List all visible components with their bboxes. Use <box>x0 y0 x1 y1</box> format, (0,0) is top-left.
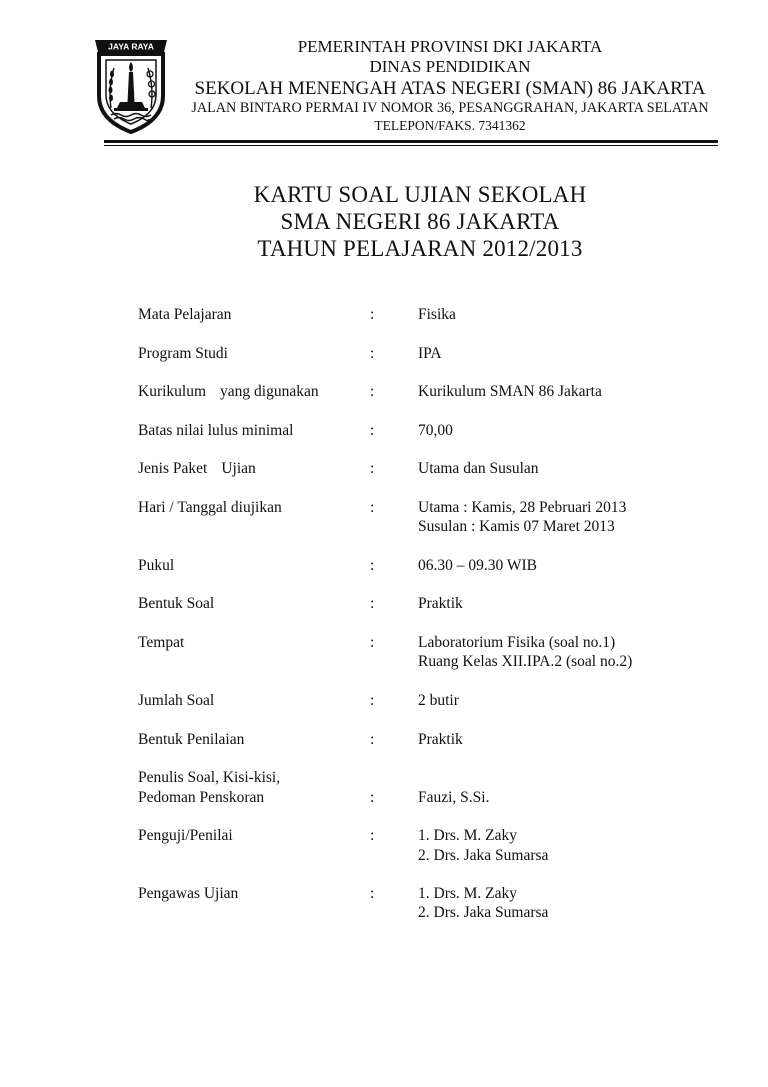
colon-penulis-soal: : <box>370 789 375 806</box>
label-pengawas: Pengawas Ujian <box>138 885 239 902</box>
value-jenis-paket: Utama dan Susulan <box>418 460 539 477</box>
colon-jumlah-soal: : <box>370 692 375 709</box>
label-mata-pelajaran: Mata Pelajaran <box>138 306 232 323</box>
letterhead-government: PEMERINTAH PROVINSI DKI JAKARTA <box>297 37 603 56</box>
emblem-banner-text: JAYA RAYA <box>108 41 154 52</box>
label-penulis-soal-2: Pedoman Penskoran <box>138 789 265 806</box>
colon-penguji: : <box>370 827 375 844</box>
letterhead-phone: TELEPON/FAKS. 7341362 <box>374 118 526 133</box>
label-kurikulum-a: Kurikulum <box>138 383 207 400</box>
label-batas-nilai: Batas nilai lulus minimal <box>138 422 294 439</box>
value-pengawas-2: 2. Drs. Jaka Sumarsa <box>418 904 549 921</box>
value-penulis-soal: Fauzi, S.Si. <box>418 789 490 806</box>
label-jenis-paket-a: Jenis Paket <box>138 460 208 477</box>
colon-jenis-paket: : <box>370 460 375 477</box>
value-pengawas-1: 1. Drs. M. Zaky <box>418 885 518 902</box>
colon-pukul: : <box>370 557 375 574</box>
value-bentuk-soal: Praktik <box>418 595 463 612</box>
value-pukul: 06.30 – 09.30 WIB <box>418 557 537 574</box>
label-penulis-soal-1: Penulis Soal, Kisi-kisi, <box>138 769 281 786</box>
value-bentuk-penilaian: Praktik <box>418 731 463 748</box>
label-pukul: Pukul <box>138 557 175 574</box>
label-penguji: Penguji/Penilai <box>138 827 233 844</box>
letterhead-school: SEKOLAH MENENGAH ATAS NEGERI (SMAN) 86 JAKARTA <box>194 78 706 99</box>
document-title: KARTU SOAL UJIAN SEKOLAH <box>253 182 587 207</box>
colon-tempat: : <box>370 634 375 651</box>
value-hari-tanggal-susulan: Susulan : Kamis 07 Maret 2013 <box>418 518 615 535</box>
colon-bentuk-penilaian: : <box>370 731 375 748</box>
letterhead-address: JALAN BINTARO PERMAI IV NOMOR 36, PESANGGRAHAN, JAKARTA SELATAN <box>191 100 709 116</box>
value-mata-pelajaran: Fisika <box>418 306 456 323</box>
label-kurikulum-b: yang digunakan <box>220 383 319 400</box>
label-program-studi: Program Studi <box>138 345 228 362</box>
value-jumlah-soal: 2 butir <box>418 692 459 709</box>
colon-bentuk-soal: : <box>370 595 375 612</box>
letterhead-divider-thin <box>104 145 718 146</box>
value-batas-nilai: 70,00 <box>418 422 453 439</box>
label-bentuk-soal: Bentuk Soal <box>138 595 215 612</box>
letterhead-divider-thick <box>104 140 718 143</box>
value-tempat-2: Ruang Kelas XII.IPA.2 (soal no.2) <box>418 653 633 670</box>
label-bentuk-penilaian: Bentuk Penilaian <box>138 731 245 748</box>
label-jenis-paket <box>138 459 256 479</box>
colon-hari-tanggal: : <box>370 499 375 516</box>
colon-kurikulum: : <box>370 383 375 400</box>
label-jenis-paket-b: Ujian <box>221 460 256 477</box>
label-jumlah-soal: Jumlah Soal <box>138 692 215 709</box>
value-program-studi: IPA <box>418 345 442 362</box>
label-hari-tanggal: Hari / Tanggal diujikan <box>138 499 282 516</box>
label-tempat: Tempat <box>138 634 185 651</box>
colon-batas-nilai: : <box>370 422 375 439</box>
document-school-name: SMA NEGERI 86 JAKARTA <box>280 209 560 234</box>
value-kurikulum: Kurikulum SMAN 86 Jakarta <box>418 383 602 400</box>
label-kurikulum <box>138 382 319 402</box>
dki-jakarta-emblem-icon <box>92 38 170 134</box>
value-tempat-1: Laboratorium Fisika (soal no.1) <box>418 634 616 651</box>
document-academic-year: TAHUN PELAJARAN 2012/2013 <box>257 236 583 261</box>
value-penguji-2: 2. Drs. Jaka Sumarsa <box>418 847 549 864</box>
letterhead-department: DINAS PENDIDIKAN <box>369 57 531 76</box>
colon-program-studi: : <box>370 345 375 362</box>
value-hari-tanggal-utama: Utama : Kamis, 28 Pebruari 2013 <box>418 499 627 516</box>
colon-mata-pelajaran: : <box>370 306 375 323</box>
value-penguji-1: 1. Drs. M. Zaky <box>418 827 518 844</box>
colon-pengawas: : <box>370 885 375 902</box>
